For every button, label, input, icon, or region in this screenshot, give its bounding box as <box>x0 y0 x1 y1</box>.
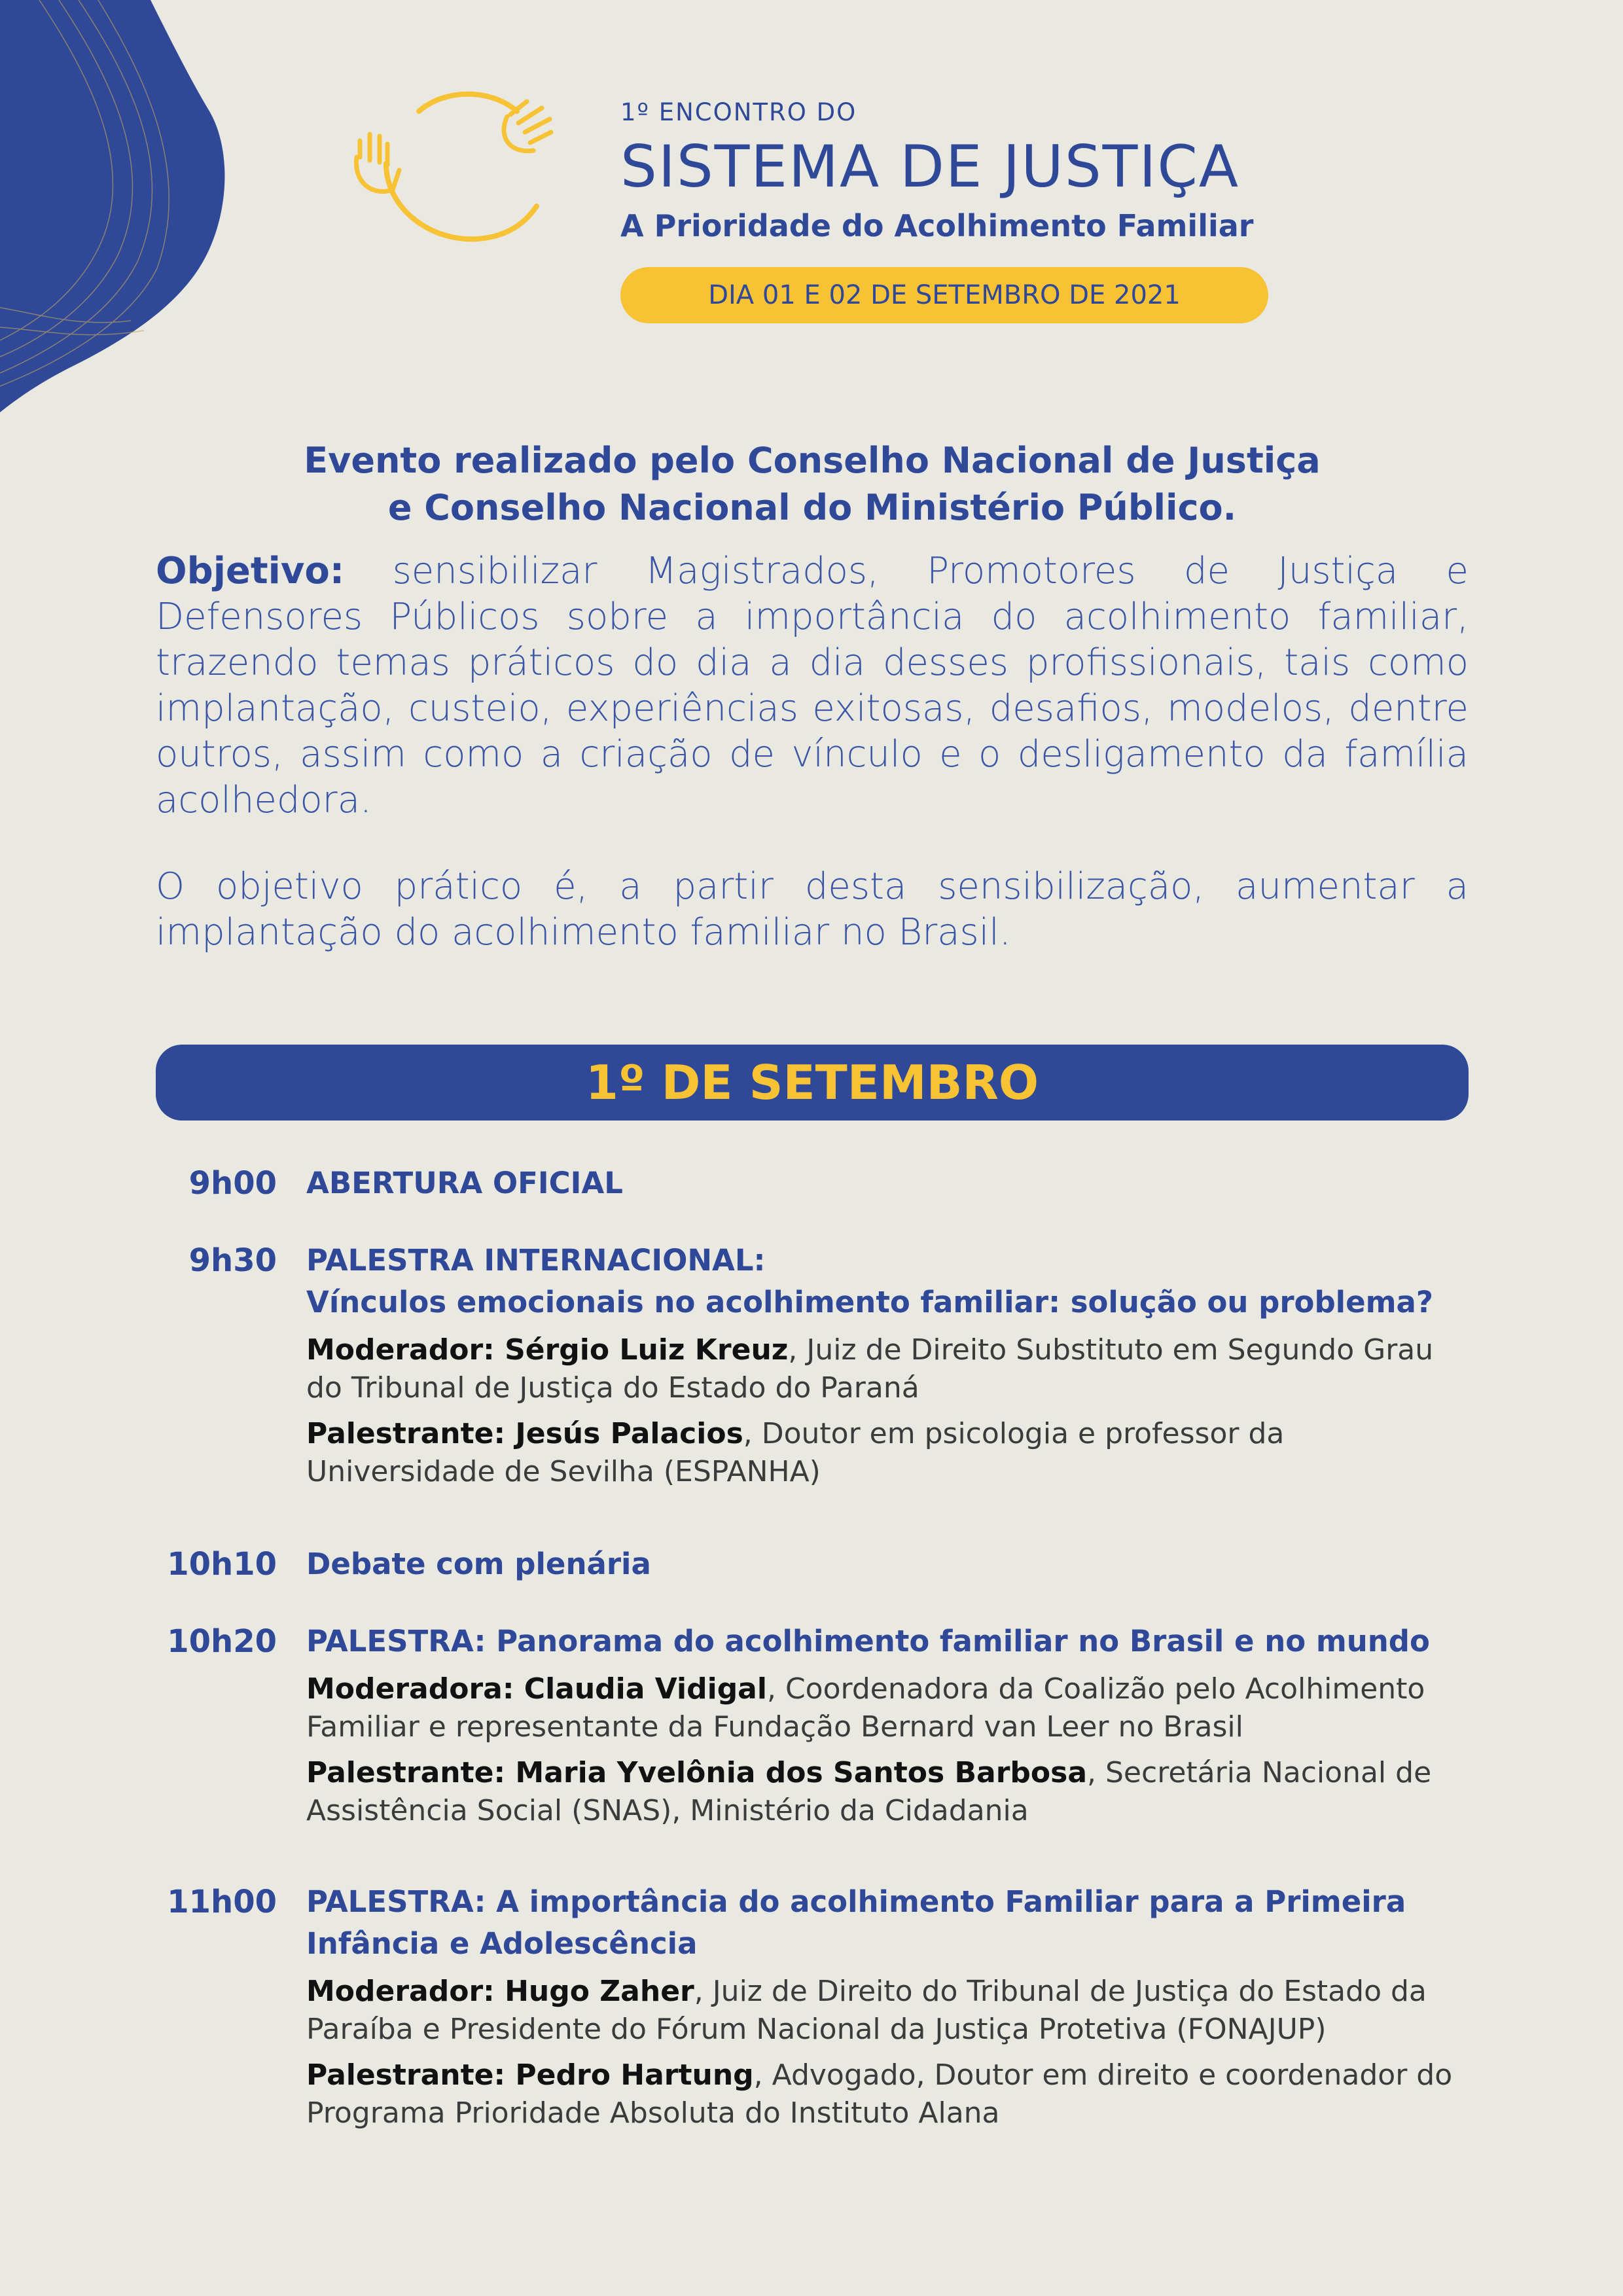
person-name: Moderador: Hugo Zaher <box>306 1975 694 2008</box>
person-name: Palestrante: Maria Yvelônia dos Santos Barbosa <box>306 1756 1088 1789</box>
moderator-entry <box>306 1331 1471 1407</box>
event-header <box>620 98 1275 323</box>
speaker-entry <box>306 2056 1471 2132</box>
hands-circle-logo <box>347 85 569 249</box>
person-description: , Advogado, Doutor em direito e coordenador do Programa Prioridade Absoluta do Instituto Alana <box>306 2058 1453 2130</box>
schedule-title: Debate com plenária <box>306 1547 651 1581</box>
person-name: Moderadora: Claudia Vidigal <box>306 1672 767 1706</box>
schedule-time: 10h20 <box>167 1623 277 1660</box>
schedule-title: PALESTRA INTERNACIONAL: <box>306 1243 766 1278</box>
event-title: SISTEMA DE JUSTIÇA <box>620 133 1240 200</box>
wave-decoration <box>0 0 236 419</box>
person-name: Moderador: Sérgio Luiz Kreuz <box>306 1333 789 1367</box>
practical-objective-paragraph: O objetivo prático é, a partir desta sensibilização, aumentar a implantação do acolhimento familiar no Brasil. <box>156 865 1469 954</box>
schedule-title: PALESTRA: Panorama do acolhimento familiar no Brasil e no mundo <box>306 1624 1430 1659</box>
schedule-title: ABERTURA OFICIAL <box>306 1166 623 1200</box>
speaker-entry <box>306 1754 1471 1830</box>
speaker-entry <box>306 1415 1471 1491</box>
schedule-time: 9h30 <box>188 1242 277 1279</box>
moderator-entry <box>306 1670 1471 1746</box>
edition-label: 1º ENCONTRO DO <box>620 98 857 126</box>
organizer-line-2: e Conselho Nacional do Ministério Público. <box>387 487 1237 528</box>
person-name: Palestrante: Pedro Hartung <box>306 2058 754 2092</box>
objective-paragraph <box>156 548 1469 823</box>
event-subtitle: A Prioridade do Acolhimento Familiar <box>620 208 1254 243</box>
date-badge: DIA 01 E 02 DE SETEMBRO DE 2021 <box>620 267 1268 323</box>
schedule-time: 10h10 <box>167 1546 277 1583</box>
schedule-time: 11h00 <box>167 1884 277 1920</box>
day-header: 1º DE SETEMBRO <box>156 1045 1469 1121</box>
schedule-subtitle: Vínculos emocionais no acolhimento familiar: solução ou problema? <box>306 1285 1433 1319</box>
moderator-entry <box>306 1973 1471 2049</box>
objective-text: sensibilizar Magistrados, Promotores de Justiça e Defensores Públicos sobre a importância do acolhimento familiar, trazendo temas práticos do dia a dia desses profissionais, tais como implantação, custeio, experiências exitosas, desafios, modelos, dentre outros, assim como a criação de vínculo e o desligamento da família acolhedora. <box>156 550 1469 821</box>
organizer-text <box>156 437 1469 531</box>
person-description: , Secretária Nacional de Assistência Social (SNAS), Ministério da Cidadania <box>306 1756 1432 1827</box>
person-name: Palestrante: Jesús Palacios <box>306 1417 743 1450</box>
schedule-time: 9h00 <box>188 1165 277 1202</box>
person-description: , Coordenadora da Coalizão pelo Acolhimento Familiar e representante da Fundação Bernard van Leer no Brasil <box>306 1672 1425 1744</box>
organizer-line-1: Evento realizado pelo Conselho Nacional de Justiça <box>304 440 1321 481</box>
person-description: , Juiz de Direito Substituto em Segundo Grau do Tribunal de Justiça do Estado do Paraná <box>306 1333 1434 1405</box>
objective-label: Objetivo: <box>156 550 345 592</box>
schedule-title: PALESTRA: A importância do acolhimento Familiar para a Primeira Infância e Adolescência <box>306 1884 1406 1961</box>
person-description: , Doutor em psicologia e professor da Universidade de Sevilha (ESPANHA) <box>306 1417 1285 1488</box>
person-description: , Juiz de Direito do Tribunal de Justiça do Estado da Paraíba e Presidente do Fórum Nacional da Justiça Protetiva (FONAJUP) <box>306 1975 1427 2046</box>
